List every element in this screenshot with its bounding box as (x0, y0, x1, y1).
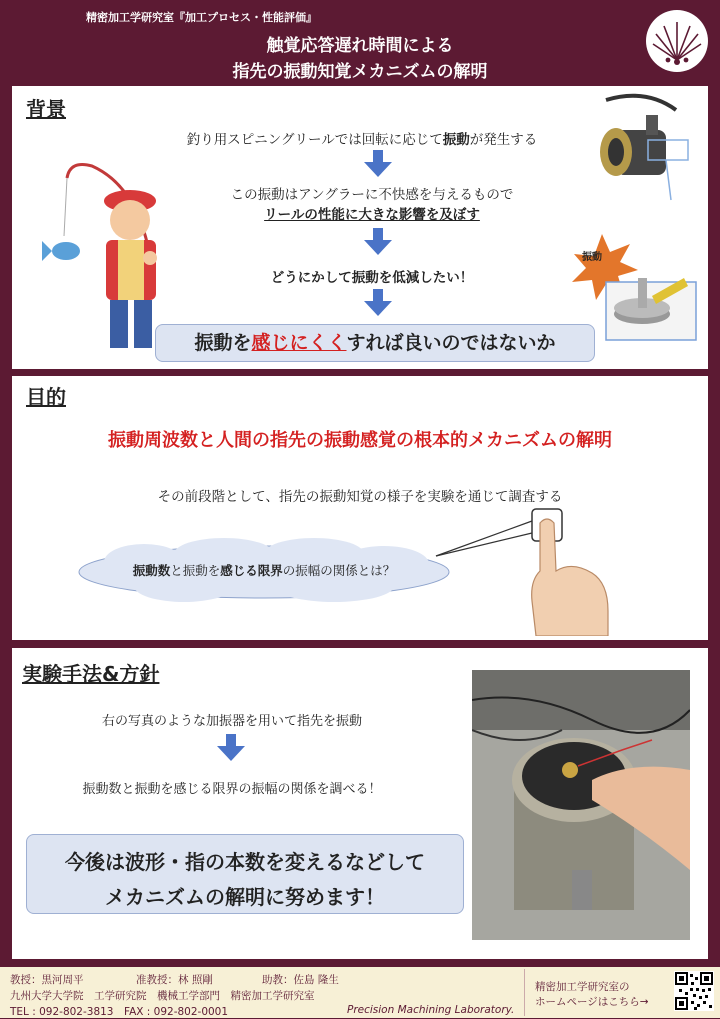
method-line-1: 右の写真のような加振器を用いて指先を振動 (101, 714, 362, 729)
title-line-2: 指先の振動知覚メカニズムの解明 (232, 62, 488, 82)
background-section (12, 86, 708, 369)
box-pre: 振動を (194, 332, 252, 354)
line1-post: が発生する (469, 132, 538, 148)
purpose-sub-line: その前段階として、指先の振動知覚の様子を実験を通じて調査する (157, 489, 563, 505)
qr-code[interactable] (674, 971, 714, 1011)
line1-pre: 釣り用スピニングリールでは回転に応じて (186, 132, 443, 148)
finger-illustration (432, 501, 642, 636)
cloud-text (74, 561, 454, 579)
footer (0, 967, 720, 1018)
section-heading-method: 実験手法&方針 (22, 662, 160, 686)
cloud-text-2: の振幅の関係とは？ (282, 563, 396, 578)
vibration-burst-label: 振動 (582, 252, 602, 263)
footer-assoc-prof: 准教授：林 照剛 (136, 974, 213, 986)
footer-assistant: 助教：佐島 隆生 (262, 974, 339, 986)
purpose-main-line: 振動周波数と人間の指先の振動感覚の根本的メカニズムの解明 (108, 430, 612, 451)
university-logo (646, 10, 708, 72)
homepage-line-1[interactable]: 精密加工学研究室の (535, 981, 630, 993)
future-line-1: 今後は波形・指の本数を変えるなどして (65, 850, 425, 874)
down-arrow-icon (364, 240, 392, 255)
down-arrow-icon (364, 162, 392, 177)
footer-divider (524, 969, 525, 1016)
method-line-2: 振動数と振動を感じる限界の振幅の関係を調べる！ (82, 782, 382, 797)
background-line-3 (132, 203, 612, 223)
background-line-3-text: リールの性能に大きな影響を及ぼす (264, 207, 480, 223)
homepage-link[interactable]: ホームページはこちら→ (535, 996, 649, 1008)
future-line-2: メカニズムの解明に努めます！ (105, 885, 385, 909)
down-arrow-icon (364, 301, 392, 316)
background-line-4: どうにかして振動を低減したい！ (270, 270, 474, 286)
title-line-1: 触覚応答遅れ時間による (266, 36, 454, 56)
method-section (12, 648, 708, 959)
background-line-2: この振動はアングラーに不快感を与えるもので (230, 187, 514, 203)
footer-affiliation: 九州大学大学院 工学研究院 機械工学部門 精密加工学研究室 (10, 990, 315, 1002)
footer-contact: TEL : 092-802-3813 FAX : 092-802-0001 (10, 1006, 229, 1018)
section-heading-background: 背景 (26, 97, 66, 121)
future-work-box (26, 834, 464, 914)
box-post: すれば良いのではないか (346, 332, 556, 354)
purpose-section (12, 376, 708, 640)
box-red: 感じにくく (251, 332, 347, 354)
lab-name: 精密加工学研究室『加工プロセス・性能評価』 (86, 11, 317, 24)
line1-bold: 振動 (442, 132, 470, 148)
background-line-1 (132, 128, 592, 148)
footer-lab-en: Precision Machining Laboratory. (347, 1004, 515, 1016)
section-heading-purpose: 目的 (26, 385, 66, 409)
cloud-bold-2: 感じる限界 (220, 563, 283, 578)
cloud-text-1: と振動を (170, 563, 221, 578)
down-arrow-icon (217, 746, 245, 761)
cloud-bold-1: 振動数 (132, 563, 171, 578)
reel-photo (586, 90, 696, 220)
question-cloud (74, 536, 454, 606)
footer-professor: 教授：黒河周平 (10, 974, 84, 986)
exciter-photo (472, 670, 690, 940)
conclusion-box (155, 324, 595, 362)
